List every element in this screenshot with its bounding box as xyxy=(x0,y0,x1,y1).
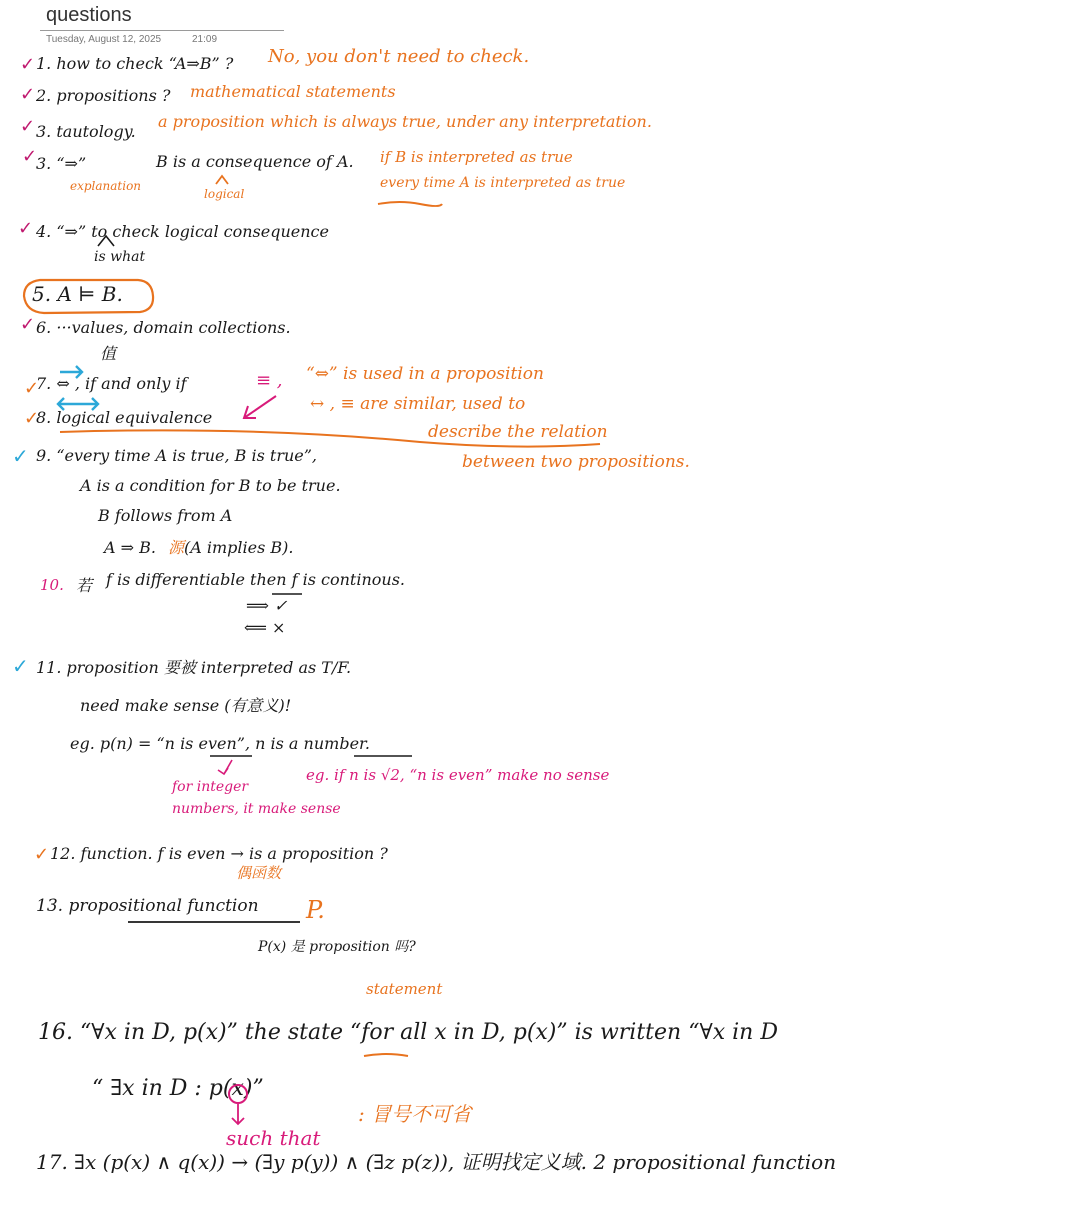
question-3: 3. tautology. xyxy=(36,122,136,141)
check-mark-icon: ✓ xyxy=(34,844,50,865)
caret-logical xyxy=(216,176,228,184)
answer-7-line2: ↔ , ≡ are similar, used to xyxy=(310,394,526,414)
question-1: 1. how to check “A⇒B” ? xyxy=(36,54,234,73)
question-3b: 3. “⇒” xyxy=(36,154,87,173)
implication-forward: ⟹ ✓ xyxy=(246,596,288,615)
question-13: 13. propositional function xyxy=(36,896,259,916)
statement-label: statement xyxy=(366,980,443,998)
question-2: 2. propositions ? xyxy=(36,86,171,105)
question-16: 16. “∀x in D, p(x)” the state “for all x in D, p(x)” is written “∀x in D xyxy=(38,1020,778,1045)
answer-11-line2: numbers, it make sense xyxy=(172,801,341,817)
underline-every-time xyxy=(378,202,442,206)
answer-11-line3: eg. if n is √2, “n is even” make no sense xyxy=(306,766,610,784)
magenta-arrow xyxy=(244,396,276,418)
question-13-sub: P(x) 是 proposition 吗? xyxy=(258,939,416,955)
answer-7-line4: between two propositions. xyxy=(462,452,690,472)
page-date: Tuesday, August 12, 2025 xyxy=(46,34,162,45)
colon-note: : 冒号不可省 xyxy=(358,1102,472,1126)
question-10: f is differentiable then f is continous. xyxy=(106,570,406,589)
question-8: 8. logical equivalence xyxy=(36,408,213,427)
question-4: 4. “⇒” to check logical consequence xyxy=(36,222,329,241)
question-6: 6. ···values, domain collections. xyxy=(36,318,291,337)
underline-state xyxy=(364,1054,408,1056)
check-mark-icon: ✓ xyxy=(24,378,40,399)
question-9-line4b: 源 xyxy=(168,538,185,557)
arrow-even xyxy=(218,760,232,774)
check-mark-icon: ✓ xyxy=(24,408,40,429)
question-10-number: 10. xyxy=(40,576,64,594)
check-mark-icon: ✓ xyxy=(18,218,34,239)
question-12: 12. function. f is even → is a proposition ? xyxy=(50,844,388,863)
check-mark-icon: ✓ xyxy=(20,116,36,137)
answer-3: a proposition which is always true, under any interpretation. xyxy=(158,112,652,131)
page-time: 21:09 xyxy=(192,34,218,45)
question-9-line2: A is a condition for B to be true. xyxy=(80,476,341,495)
question-7: 7. ⇔ , if and only if xyxy=(36,374,187,393)
question-9-line4c: (A implies B). xyxy=(184,538,294,557)
arrow-such-that xyxy=(232,1104,244,1124)
question-11-line2: need make sense (有意义)! xyxy=(80,696,292,715)
explanation-label: explanation xyxy=(70,179,142,193)
question-9-line4a: A ⇒ B. xyxy=(104,538,156,557)
check-mark-icon: ✓ xyxy=(22,146,38,167)
question-6-sub: 值 xyxy=(100,344,117,363)
logical-label: logical xyxy=(204,187,245,201)
page-title: questions xyxy=(46,4,132,26)
question-5: 5. A ⊨ B. xyxy=(32,282,123,306)
answer-1: No, you don't need to check. xyxy=(268,46,530,67)
check-mark-icon: ✓ xyxy=(12,654,29,678)
equivalence-symbol: ≡ , xyxy=(256,370,283,391)
question-9-line3: B follows from A xyxy=(98,506,233,525)
question-4-sub: is what xyxy=(94,249,146,265)
such-that-label: such that xyxy=(226,1126,321,1150)
question-16-line2: “ ∃x in D : p(x)” xyxy=(92,1076,264,1101)
question-9: 9. “every time A is true, B is true”, xyxy=(36,446,318,465)
consequence-text: B is a consequence of A. xyxy=(156,152,354,171)
answer-3b-line2: every time A is interpreted as true xyxy=(380,175,626,191)
question-11: 11. proposition 要被 interpreted as T/F. xyxy=(36,658,352,677)
implication-backward: ⟸ × xyxy=(244,618,286,637)
question-17: 17. ∃x (p(x) ∧ q(x)) → (∃y p(y)) ∧ (∃z p(z)), 证明找定义域. 2 propositional function xyxy=(36,1150,837,1174)
check-mark-icon: ✓ xyxy=(12,444,29,468)
answer-3b-line1: if B is interpreted as true xyxy=(380,148,573,166)
answer-11-line1: for integer xyxy=(172,779,249,795)
answer-7-line1: “⇔” is used in a proposition xyxy=(306,364,544,384)
answer-13: P. xyxy=(306,896,325,924)
question-10-mark: 若 xyxy=(76,576,93,595)
question-11-line3: eg. p(n) = “n is even”, n is a number. xyxy=(70,734,371,753)
answer-12: 偶函数 xyxy=(236,864,282,882)
check-mark-icon: ✓ xyxy=(20,314,36,335)
check-mark-icon: ✓ xyxy=(20,54,36,75)
check-mark-icon: ✓ xyxy=(20,84,36,105)
title-divider xyxy=(40,30,284,31)
answer-7-line3: describe the relation xyxy=(428,422,608,442)
answer-2: mathematical statements xyxy=(190,82,396,101)
